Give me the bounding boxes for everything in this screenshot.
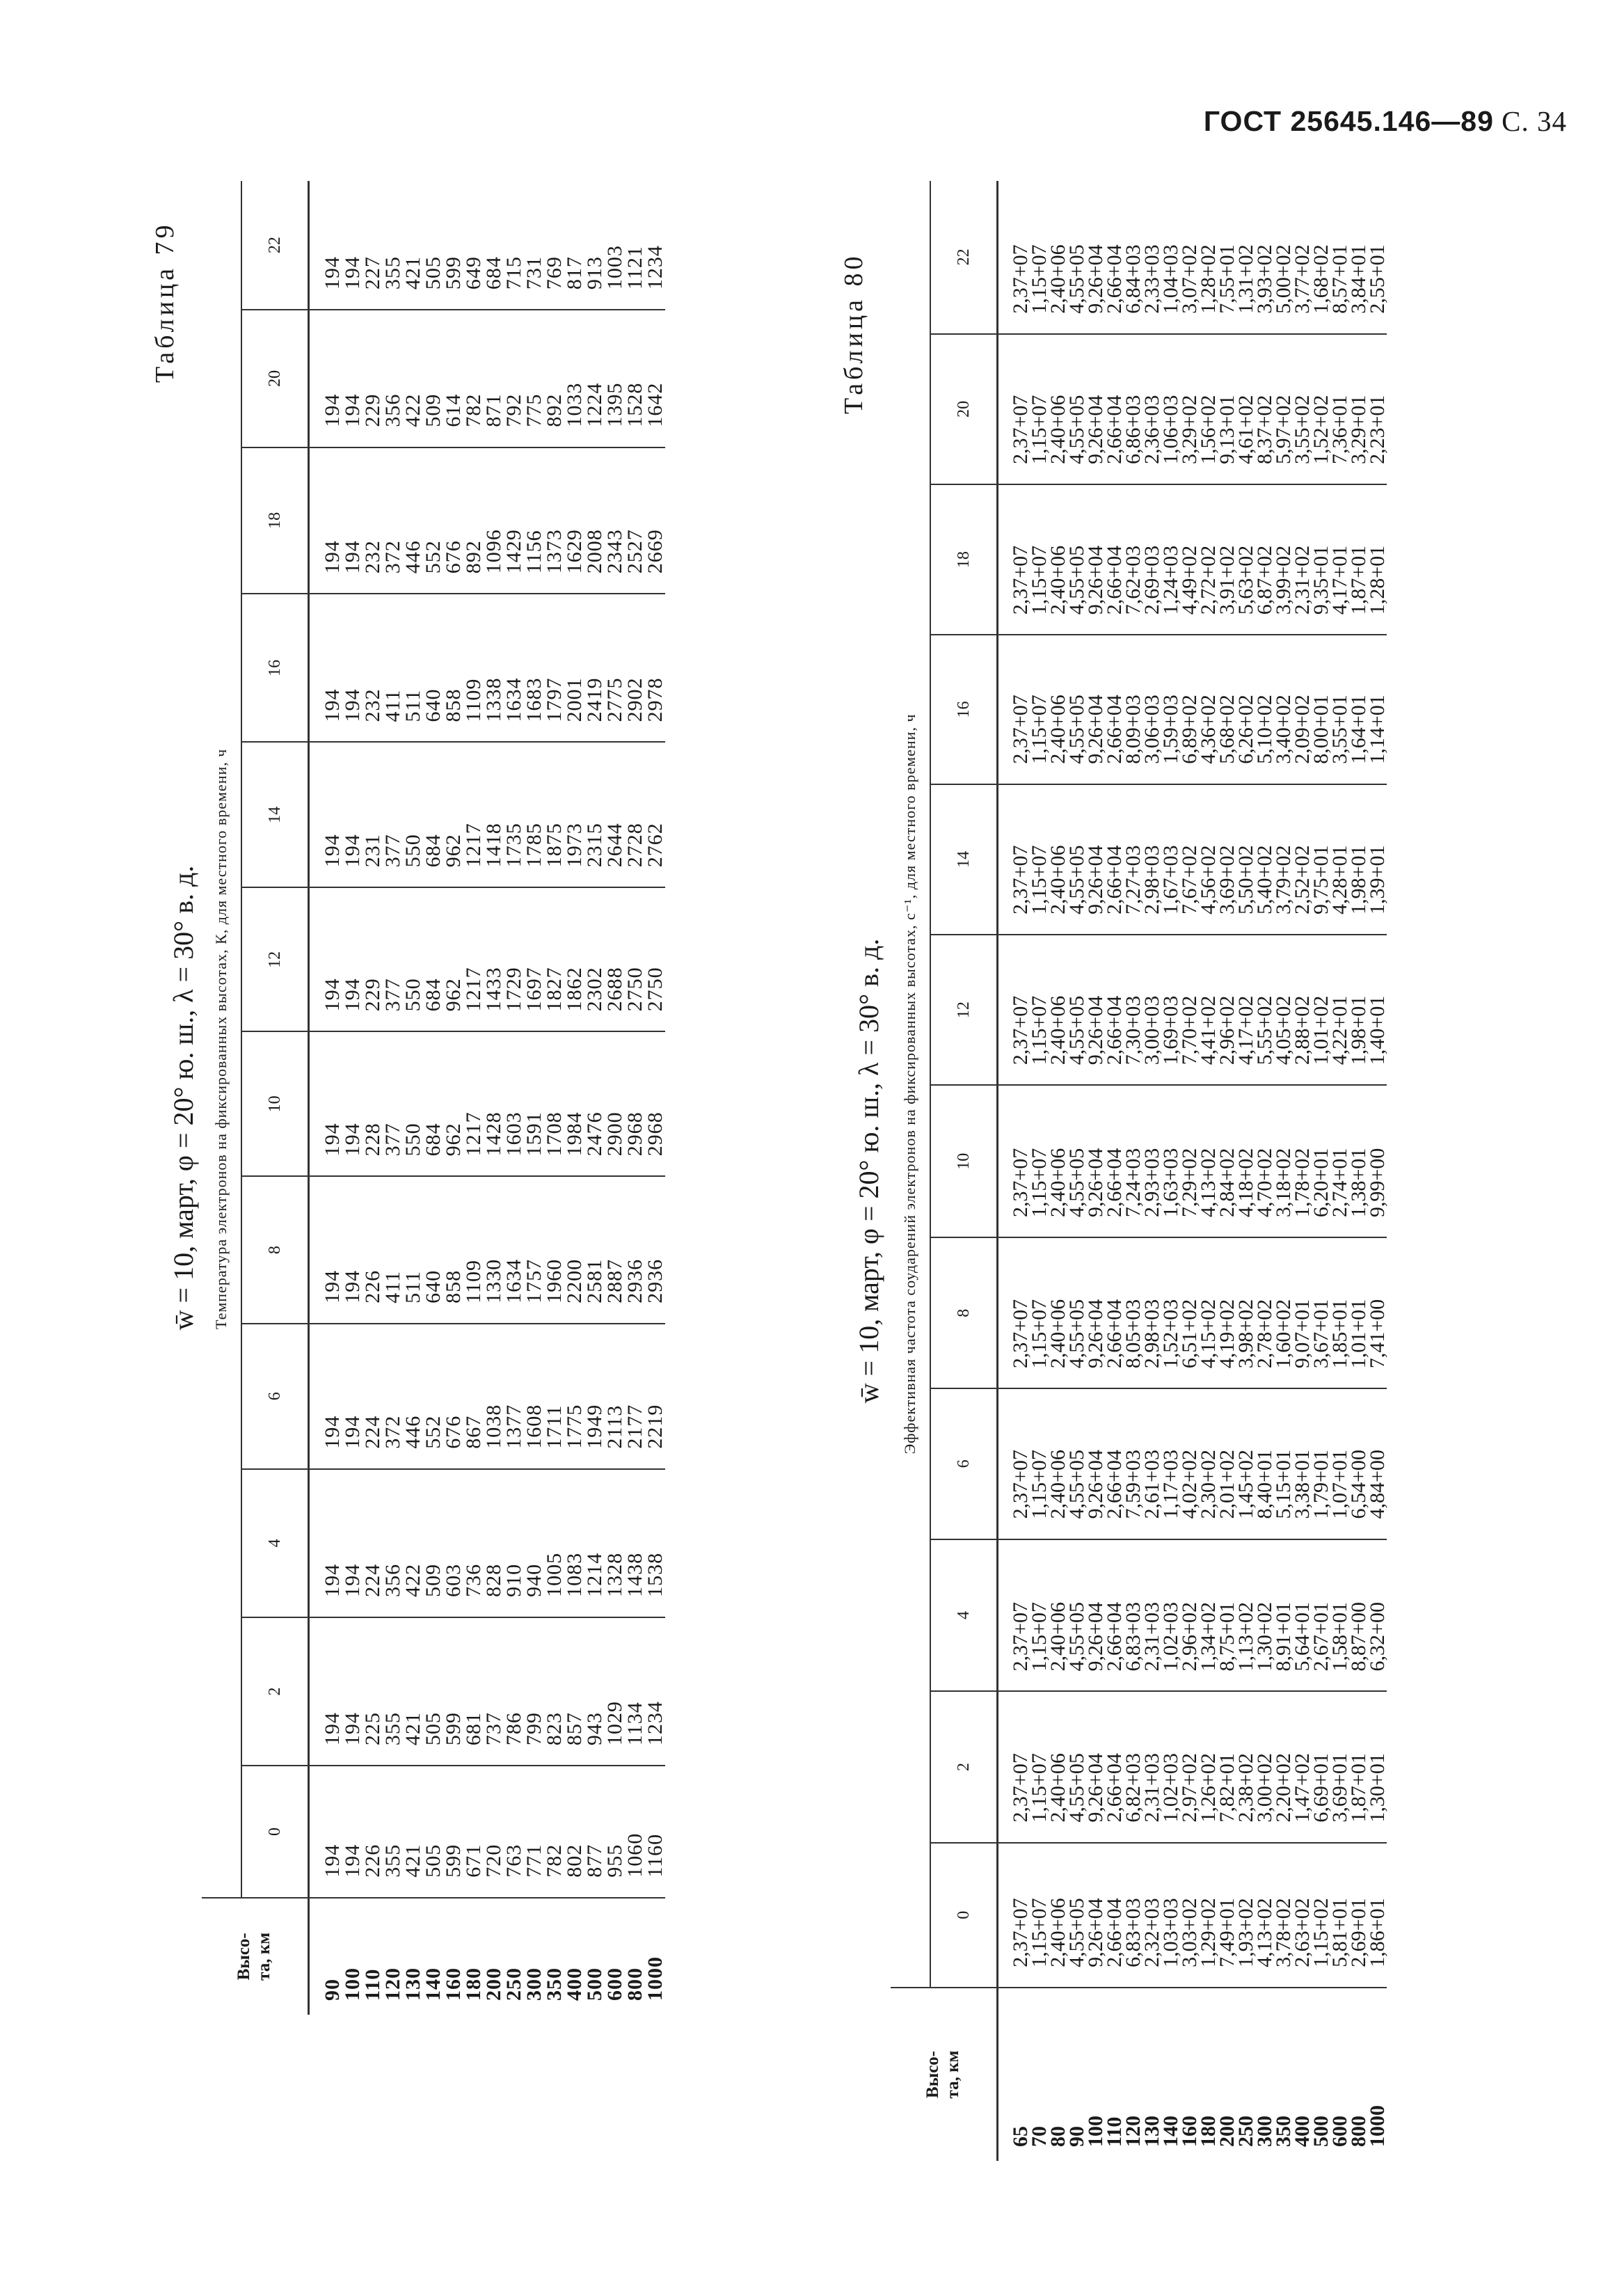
hour-values: 194 194 228 377 550 684 962 1217 1428 1603 1591 1708 1984 2476 2900 2968 2968 — [321, 1111, 667, 1157]
page-number: С. 34 — [1502, 105, 1567, 137]
hour-header: 0 — [241, 1766, 309, 1898]
hour-values: 2,37+07 1,15+07 2,40+06 4,55+05 9,26+04 2,66+04 7,27+03 2,98+03 1,67+03 7,67+02 4,56+02 3,69+02 5,50+02 5,40+02 3,79+02 2,52+02 9,75+01 4,28+01 1,98+01 1,39+01 — [1009, 845, 1389, 914]
hour-header: 10 — [241, 1031, 309, 1176]
hour-header: 8 — [241, 1176, 309, 1323]
table-80 — [891, 181, 1387, 2161]
table-79-label: Таблица 79 — [150, 221, 180, 383]
hour-values: 194 194 225 355 421 505 599 681 737 786 799 823 857 943 1029 1134 1234 — [321, 1701, 667, 1746]
hour-header: 6 — [241, 1324, 309, 1469]
hour-header: 20 — [930, 334, 998, 484]
hour-values: 194 194 226 411 511 640 858 1109 1330 1634 1757 1960 2200 2581 2887 2936 2936 — [321, 1258, 667, 1303]
table-80-label: Таблица 80 — [839, 253, 868, 414]
hour-values-column — [309, 1324, 666, 1469]
hour-header: 6 — [930, 1388, 998, 1539]
hour-values-column — [998, 334, 1387, 484]
hour-values-column — [998, 1388, 1387, 1539]
hour-header: 22 — [241, 181, 309, 310]
hour-header: 12 — [930, 935, 998, 1085]
hour-values: 2,37+07 1,15+07 2,40+06 4,55+05 9,26+04 2,66+04 6,82+03 2,31+03 1,02+03 2,97+02 1,26+02 7,82+01 2,38+02 3,00+02 2,20+02 1,47+02 6,69+01 3,69+01 1,87+01 1,30+01 — [1009, 1753, 1389, 1823]
hour-values: 2,37+07 1,15+07 2,40+06 4,55+05 9,26+04 2,66+04 7,24+03 2,93+03 1,63+03 7,29+02 4,13+02 2,84+02 4,18+02 4,70+02 3,18+02 1,78+02 6,20+01 2,74+01 1,38+01 9,99+00 — [1009, 1148, 1389, 1218]
hour-header: 2 — [930, 1691, 998, 1842]
hour-header: 2 — [241, 1617, 309, 1766]
hour-values-column — [998, 1843, 1387, 1988]
page-header — [1204, 104, 1567, 138]
hour-values-column — [998, 1691, 1387, 1842]
hour-values: 194 194 227 355 421 505 599 649 684 715 731 769 817 913 1003 1121 1234 — [321, 245, 667, 290]
hour-header: 4 — [241, 1469, 309, 1617]
hour-values-column — [998, 1085, 1387, 1237]
hour-values: 194 194 232 372 446 552 676 892 1096 1429 1156 1373 1629 2008 2343 2527 2669 — [321, 529, 667, 574]
height-header-text: Высо- та, км — [234, 1932, 273, 1981]
height-values: 90 100 110 120 130 140 160 180 200 250 300 350 400 500 600 800 1000 — [321, 1956, 667, 2001]
hour-values-column — [998, 635, 1387, 784]
hour-values: 194 194 226 355 421 505 599 671 720 763 771 782 802 877 955 1060 1160 — [321, 1832, 667, 1878]
hour-values-column — [309, 447, 666, 594]
hour-values: 194 194 232 411 511 640 858 1109 1338 1634 1683 1797 2001 2419 2775 2902 2978 — [321, 677, 667, 722]
hour-header: 12 — [241, 887, 309, 1031]
hour-values: 194 194 224 356 422 509 603 736 828 910 940 1005 1083 1214 1328 1438 1538 — [321, 1552, 667, 1597]
hour-header: 18 — [241, 447, 309, 594]
hour-values: 2,37+07 1,15+07 2,40+06 4,55+05 9,26+04 2,66+04 8,05+03 2,98+03 1,52+03 6,51+02 4,15+02 4,19+02 3,98+02 2,78+02 1,60+02 9,07+01 3,67+01 1,85+01 1,01+01 7,41+00 — [1009, 1299, 1389, 1369]
hour-header: 14 — [241, 742, 309, 887]
hour-values: 194 194 231 377 550 684 962 1217 1418 1735 1785 1875 1973 2315 2644 2728 2762 — [321, 823, 667, 868]
hour-values-column — [309, 1176, 666, 1323]
hour-header: 22 — [930, 181, 998, 334]
height-values: 65 70 80 90 100 110 120 130 140 160 180 200 250 300 350 400 500 600 800 1000 — [1009, 2105, 1389, 2147]
hour-values-column — [309, 1617, 666, 1766]
hour-values: 194 194 229 377 550 684 962 1217 1433 1729 1697 1827 1862 2302 2688 2750 2750 — [321, 967, 667, 1012]
hour-values: 2,37+07 1,15+07 2,40+06 4,55+05 9,26+04 2,66+04 6,83+03 2,31+03 1,02+03 2,96+02 1,34+02 8,75+01 1,13+02 1,30+02 8,91+01 5,64+01 2,67+01 1,58+01 8,87+00 6,32+00 — [1009, 1602, 1389, 1672]
hour-header: 18 — [930, 484, 998, 635]
height-values-column — [309, 1898, 666, 2015]
hour-header: 16 — [930, 635, 998, 784]
hour-values-column — [309, 310, 666, 447]
hour-values-column — [998, 784, 1387, 935]
hour-values: 194 194 224 372 446 552 676 867 1038 1377 1608 1711 1775 1949 2113 2177 2219 — [321, 1404, 667, 1449]
hour-values-column — [309, 181, 666, 310]
hour-header: 0 — [930, 1843, 998, 1988]
hour-values: 2,37+07 1,15+07 2,40+06 4,55+05 9,26+04 2,66+04 8,09+03 3,06+03 1,59+03 6,89+02 4,36+02 5,68+02 6,26+02 5,10+02 3,40+02 2,09+02 8,00+01 3,55+01 1,64+01 1,14+01 — [1009, 695, 1389, 764]
hour-values: 2,37+07 1,15+07 2,40+06 4,55+05 9,26+04 2,66+04 7,59+03 2,61+03 1,17+03 4,02+02 2,30+02 2,01+02 1,45+02 8,40+01 5,15+01 3,38+01 1,79+01 1,07+01 6,54+00 4,84+00 — [1009, 1450, 1389, 1519]
height-column-header — [891, 1988, 998, 2161]
hour-header: 20 — [241, 310, 309, 447]
hour-values: 2,37+07 1,15+07 2,40+06 4,55+05 9,26+04 2,66+04 6,86+03 2,36+03 1,06+03 3,29+02 1,56+02 9,13+01 4,61+02 8,37+02 5,97+02 3,55+02 1,52+02 7,36+01 3,29+01 2,23+01 — [1009, 395, 1389, 464]
hour-header: 8 — [930, 1237, 998, 1388]
hour-values-column — [309, 1766, 666, 1898]
hour-values: 194 194 229 356 422 509 614 782 871 792 775 892 1033 1224 1395 1528 1642 — [321, 382, 667, 427]
hour-values-column — [309, 1031, 666, 1176]
hour-values: 2,37+07 1,15+07 2,40+06 4,55+05 9,26+04 2,66+04 6,84+03 2,33+03 1,04+03 3,07+02 1,28+02 7,55+01 1,31+02 3,93+02 5,00+02 3,77+02 1,68+02 8,57+01 3,84+01 2,55+01 — [1009, 244, 1389, 314]
hour-values-column — [998, 1539, 1387, 1692]
hour-values-column — [309, 1469, 666, 1617]
hour-values: 2,37+07 1,15+07 2,40+06 4,55+05 9,26+04 2,66+04 7,62+03 2,69+03 1,24+03 4,49+02 2,72+02 3,91+02 5,63+02 6,87+02 3,99+02 2,31+02 9,35+01 4,17+01 1,87+01 1,28+01 — [1009, 545, 1389, 615]
span-header: Температура электронов на фиксированных высотах, К, для местного времени, ч — [202, 181, 241, 1898]
hour-header: 16 — [241, 594, 309, 742]
hour-values-column — [309, 742, 666, 887]
table-80-block — [838, 181, 1566, 2161]
table-79 — [202, 181, 665, 2015]
hour-values-column — [998, 484, 1387, 635]
hour-header: 10 — [930, 1085, 998, 1237]
height-values-column — [998, 1988, 1387, 2161]
standard-number: ГОСТ 25645.146—89 — [1203, 105, 1494, 137]
hour-header: 14 — [930, 784, 998, 935]
hour-values-column — [309, 887, 666, 1031]
hour-values: 2,37+07 1,15+07 2,40+06 4,55+05 9,26+04 2,66+04 7,30+03 3,00+03 1,69+03 7,70+02 4,41+02 2,96+02 4,17+02 5,55+02 4,05+02 2,88+02 1,01+02 4,22+01 1,98+01 1,40+01 — [1009, 995, 1389, 1065]
hour-values-column — [998, 181, 1387, 334]
hour-header: 4 — [930, 1539, 998, 1692]
hour-values: 2,37+07 1,15+07 2,40+06 4,55+05 9,26+04 2,66+04 6,83+03 2,32+03 1,03+03 3,03+02 1,29+02 7,49+01 1,93+02 4,13+02 3,78+02 2,63+02 1,15+02 5,81+01 2,69+01 1,86+01 — [1009, 1898, 1389, 1967]
height-header-text: Высо- та, км — [923, 2050, 962, 2099]
span-header: Эффективная частота соударений электронов на фиксированных высотах, с⁻¹, для местного времени, ч — [891, 181, 930, 1988]
hour-values-column — [998, 1237, 1387, 1388]
hour-values-column — [309, 594, 666, 742]
table-79-title: w̄ = 10, март, φ = 20° ю. ш., λ = 30° в. д. — [168, 865, 199, 1331]
table-80-title: w̄ = 10, март, φ = 20° ю. ш., λ = 30° в. д. — [853, 938, 884, 1404]
table-79-block — [125, 181, 856, 2015]
height-column-header — [202, 1898, 309, 2015]
hour-values-column — [998, 935, 1387, 1085]
